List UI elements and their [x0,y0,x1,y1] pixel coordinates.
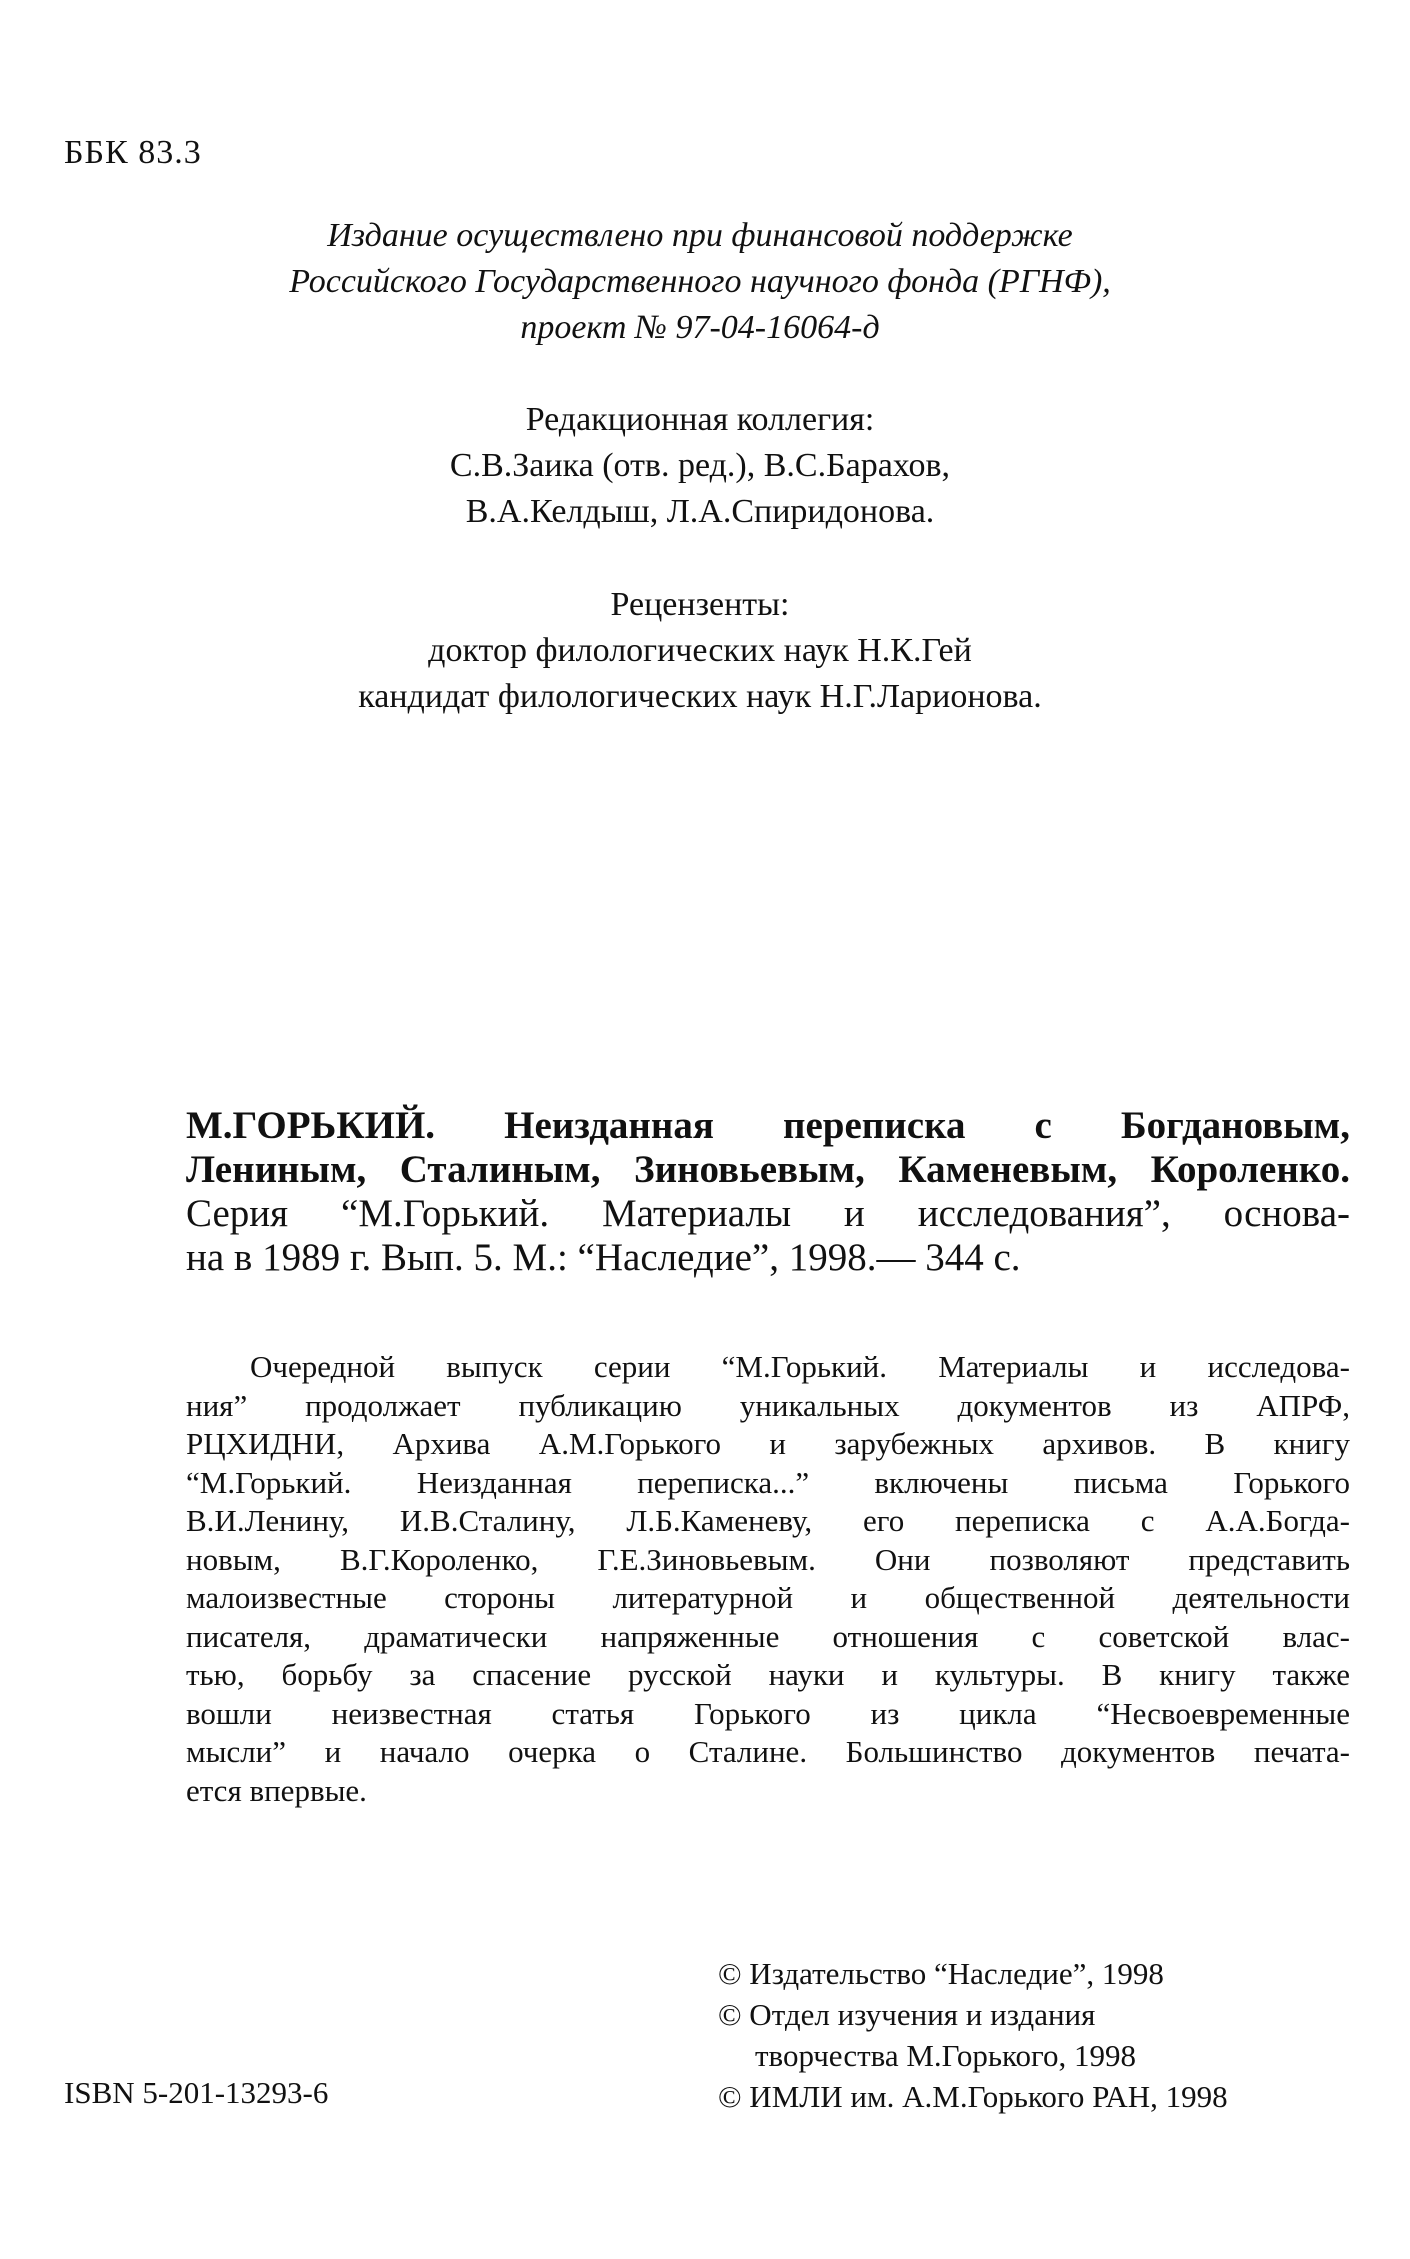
abstract-line: РЦХИДНИ, Архива А.М.Горького и зарубежных архивов. В книгу [186,1426,1350,1461]
abstract-line: ния” продолжает публикацию уникальных документов из АПРФ, [186,1387,1350,1423]
bbk-code: ББК 83.3 [64,134,202,171]
funding-line: Российского Государственного научного фонда (РГНФ), [289,263,1111,300]
copyright-line: © ИМЛИ им. А.М.Горького РАН, 1998 [718,2079,1228,2114]
copyright-line: © Отдел изучения и издания [718,1997,1096,2032]
editorial-board-line: С.В.Заика (отв. ред.), В.С.Барахов, [449,447,951,484]
abstract-line: Очередной выпуск серии “М.Горький. Материалы и исследова- [250,1349,1350,1384]
copyright-line: творчества М.Горького, 1998 [755,2038,1136,2073]
reviewer-line: доктор филологических наук Н.К.Гей [428,632,972,669]
copyright-notices [718,1953,1228,2117]
abstract [186,1348,1350,1810]
editorial-board-line: В.А.Келдыш, Л.А.Спиридонова. [465,493,935,530]
abstract-line: “М.Горький. Неизданная переписка...” включены письма Горького [186,1464,1350,1500]
funding-line: проект № 97-04-16064-д [520,309,880,346]
citation-title-line: М.ГОРЬКИЙ. Неизданная переписка с Богдановым, [186,1104,1350,1147]
reviewer-line: кандидат филологических наук Н.Г.Ларионова. [358,678,1042,715]
citation-title-line: Лениным, Сталиным, Зиновьевым, Каменевым, Короленко. [186,1148,1350,1191]
funding-note [200,213,1200,351]
reviewers [200,582,1200,720]
editorial-board-heading: Редакционная коллегия: [525,401,875,438]
abstract-line: мысли” и начало очерка о Сталине. Большинство документов печата- [186,1734,1350,1769]
citation-series-line: Серия “М.Горький. Материалы и исследования”, основа- [186,1192,1350,1235]
copyright-line: © Издательство “Наследие”, 1998 [718,1956,1164,1991]
abstract-line: новым, В.Г.Короленко, Г.Е.Зиновьевым. Они позволяют представить [186,1541,1350,1577]
isbn-number: ISBN 5-201-13293-6 [64,2075,329,2110]
abstract-line: вошли неизвестная статья Горького из цикла “Несвоевременные [186,1695,1350,1731]
abstract-line: ется впервые. [186,1772,367,1808]
funding-line: Издание осуществлено при финансовой поддержке [327,217,1073,254]
reviewers-heading: Рецензенты: [610,586,790,623]
citation-series-line: на в 1989 г. Вып. 5. М.: “Наследие”, 1998.— 344 с. [186,1236,1021,1279]
abstract-line: В.И.Ленину, И.В.Сталину, Л.Б.Каменеву, его переписка с А.А.Богда- [186,1503,1350,1538]
bibliographic-citation [186,1104,1350,1280]
abstract-line: тью, борьбу за спасение русской науки и культуры. В книгу также [186,1657,1350,1692]
editorial-board [200,397,1200,535]
abstract-line: малоизвестные стороны литературной и общественной деятельности [186,1580,1350,1615]
abstract-line: писателя, драматически напряженные отношения с советской влас- [186,1618,1350,1654]
